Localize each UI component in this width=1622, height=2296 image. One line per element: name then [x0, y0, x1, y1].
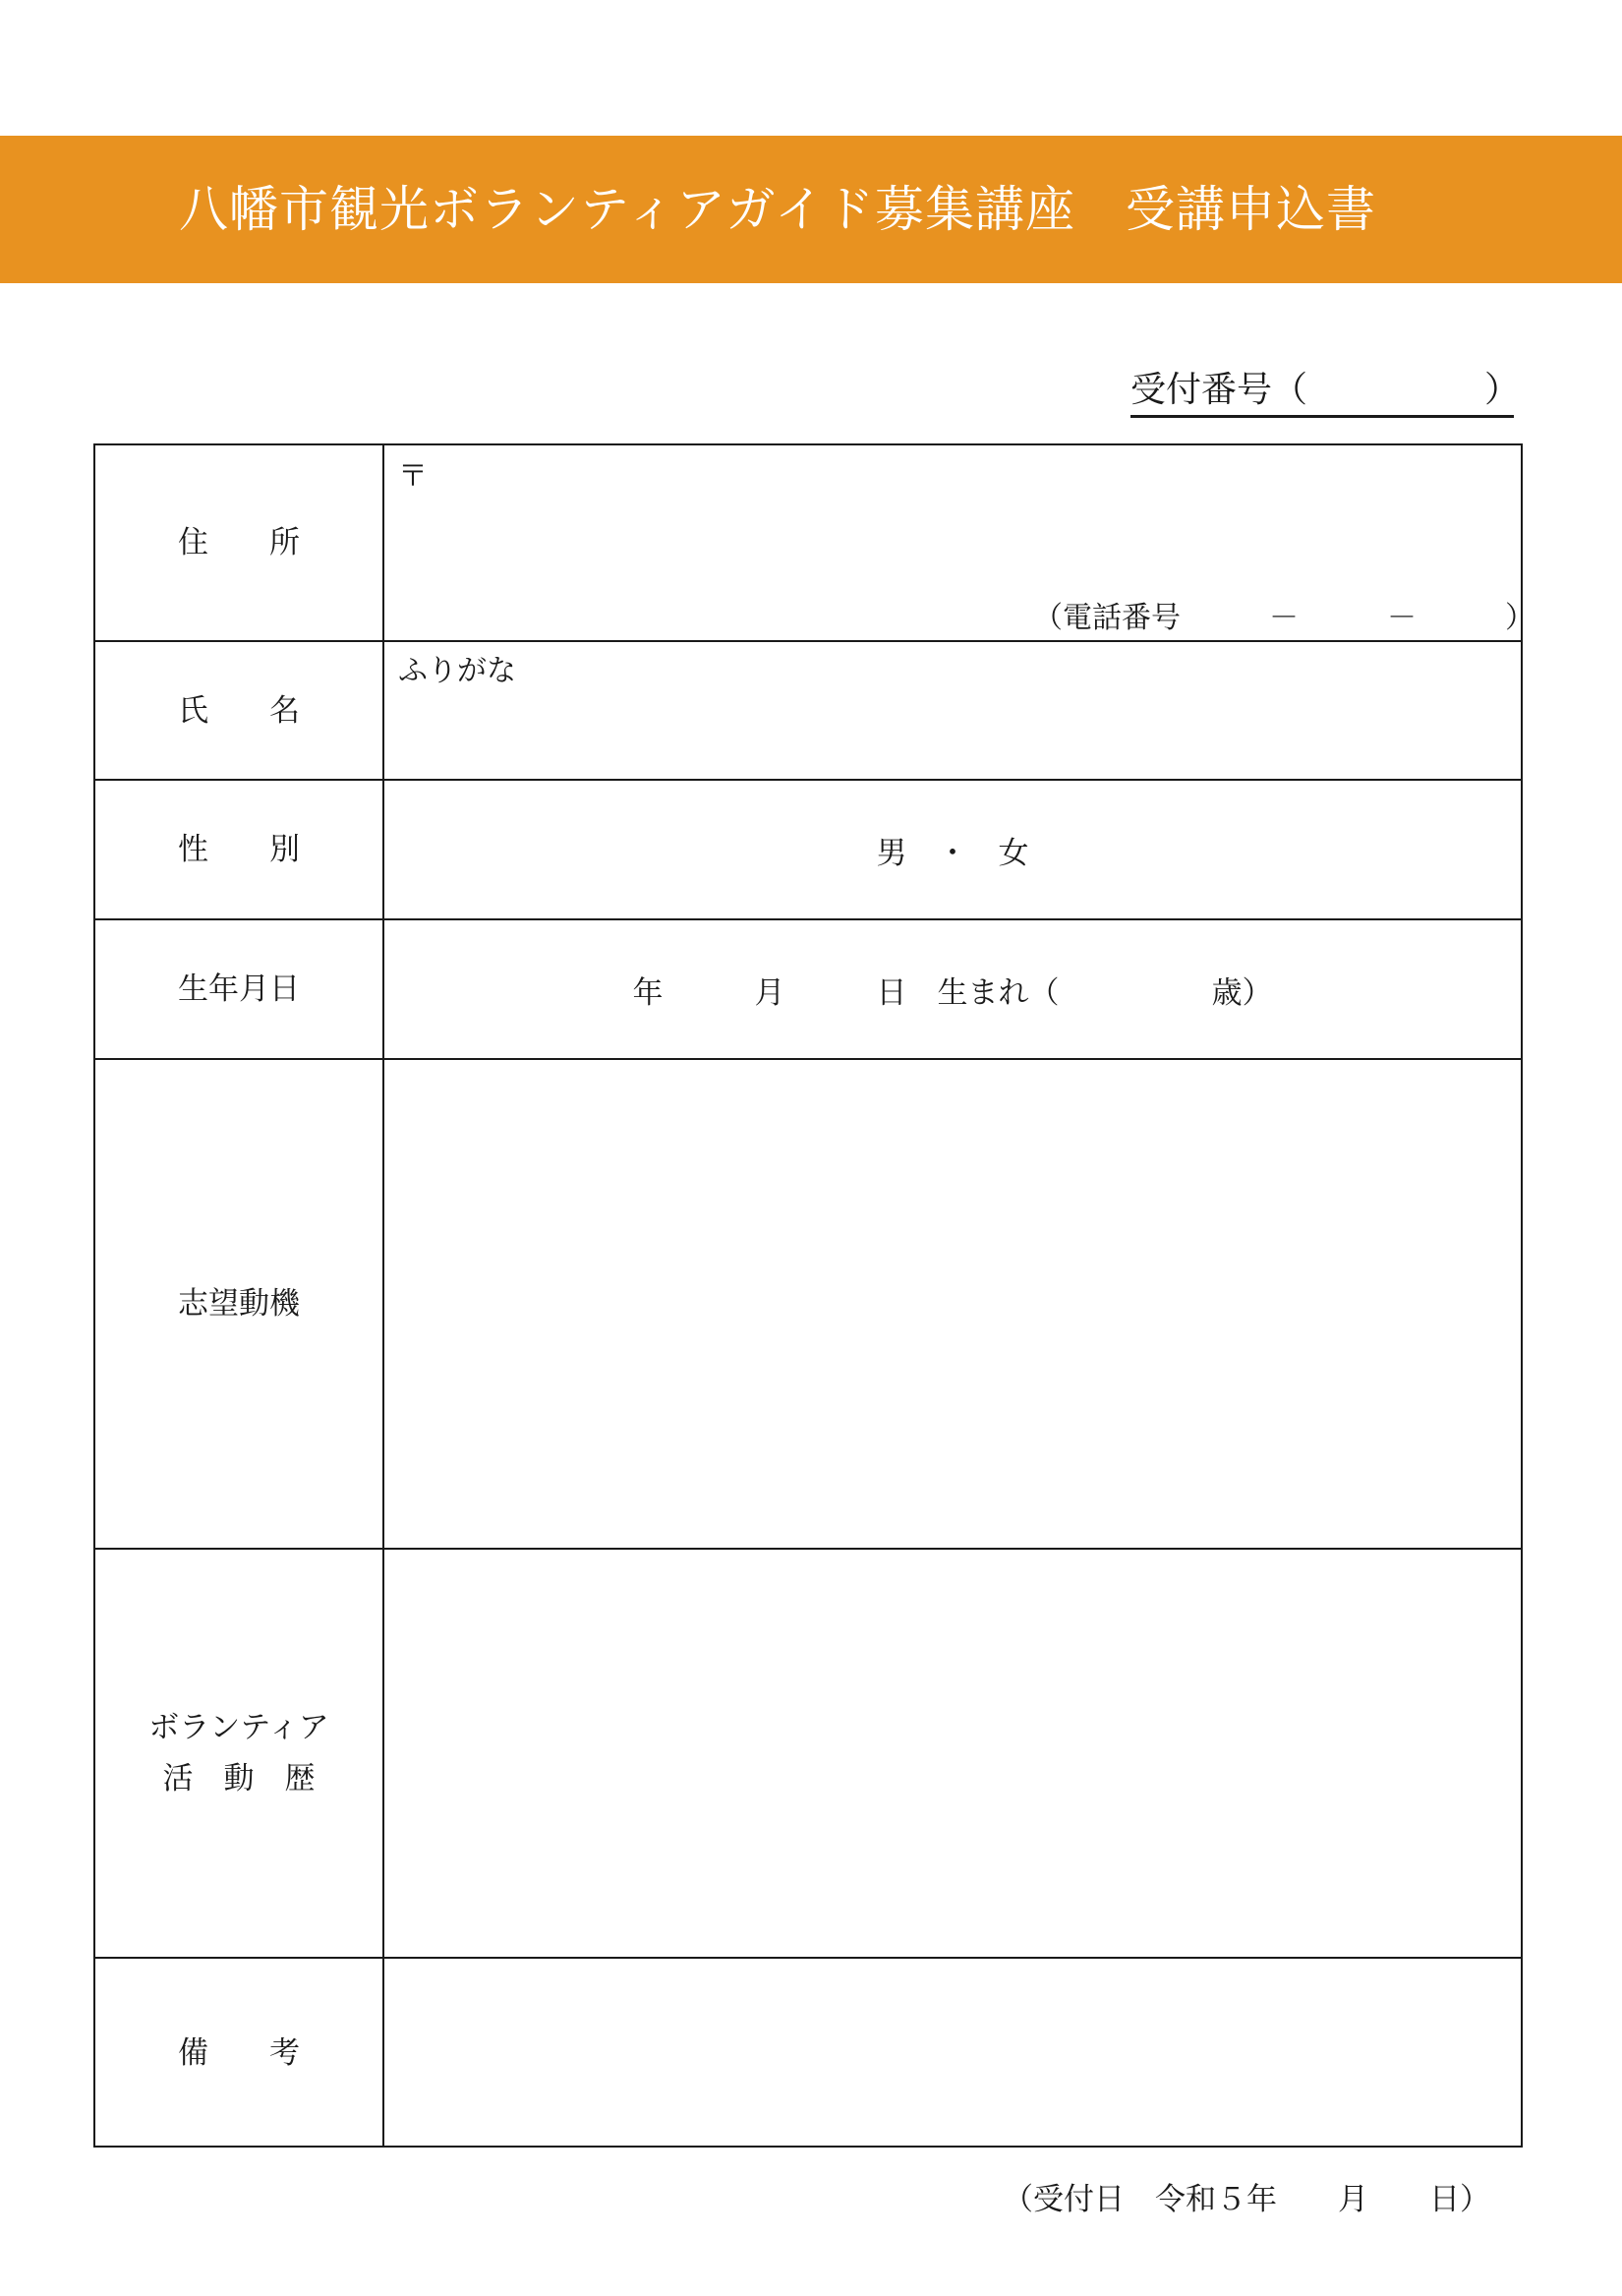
gender-options[interactable]: 男 ・ 女 — [876, 835, 1029, 871]
gender-label: 性 別 — [95, 781, 384, 918]
name-input[interactable] — [384, 642, 1521, 779]
birthdate-row — [95, 918, 1521, 1058]
volunteer-history-input[interactable] — [384, 1550, 1521, 1957]
motivation-input[interactable] — [384, 1060, 1521, 1548]
remarks-row — [95, 1957, 1521, 2148]
receipt-number-field[interactable]: 受付番号（ ） — [1130, 366, 1514, 418]
birthdate-label: 生年月日 — [95, 920, 384, 1058]
address-input[interactable] — [384, 445, 1535, 640]
remarks-input[interactable] — [384, 1959, 1521, 2148]
name-label: 氏 名 — [95, 642, 384, 779]
volunteer-history-label: ボランティア 活 動 歴 — [95, 1550, 384, 1957]
motivation-row — [95, 1058, 1521, 1548]
birthdate-format: 年 月 日 生まれ（ 歳） — [632, 974, 1273, 1011]
title-banner — [0, 136, 1622, 283]
furigana-label: ふりがな — [398, 654, 516, 688]
name-row — [95, 640, 1521, 779]
address-label: 住 所 — [95, 445, 384, 640]
reception-date: （受付日 令和５年 月 日） — [1003, 2182, 1490, 2217]
postal-mark: 〒 — [398, 459, 428, 494]
volunteer-history-row — [95, 1548, 1521, 1957]
gender-input[interactable] — [384, 781, 1521, 918]
gender-row — [95, 779, 1521, 918]
application-form-table — [93, 443, 1535, 2148]
birthdate-input[interactable] — [384, 920, 1521, 1058]
address-row — [95, 445, 1535, 640]
motivation-label: 志望動機 — [95, 1060, 384, 1548]
remarks-label: 備 考 — [95, 1959, 384, 2148]
page-title: 八幡市観光ボランティアガイド募集講座 受講申込書 — [179, 181, 1376, 238]
phone-number-field[interactable]: （電話番号 － － ） — [1033, 601, 1535, 635]
